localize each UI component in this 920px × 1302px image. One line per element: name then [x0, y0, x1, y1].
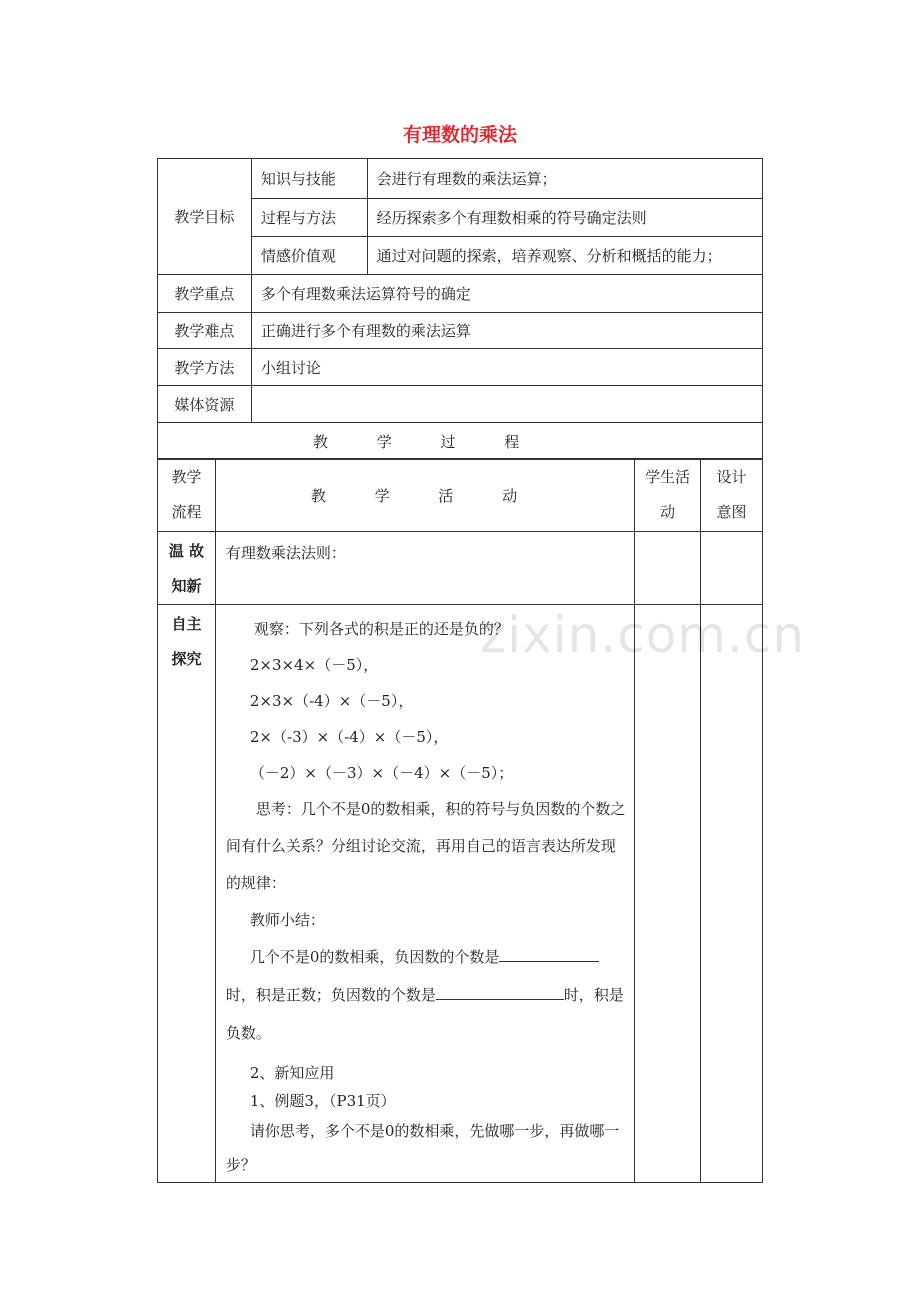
header-student [635, 459, 701, 532]
example-text: 1、例题3，（P31页） [249, 1092, 396, 1110]
review-student-cell [635, 532, 701, 605]
review-text: 有理数乘法法则： [215, 532, 634, 605]
objective-text-emotion: 通过对问题的探索，培养观察、分析和概括的能力； [367, 237, 762, 275]
objective-name-process: 过程与方法 [251, 199, 367, 237]
objective-name-emotion: 情感价值观 [251, 237, 367, 275]
media-label: 媒体资源 [158, 386, 252, 423]
review-label-line2: 知新 [171, 577, 202, 595]
header-flow-line2: 流程 [171, 503, 202, 521]
watermark: zixin.com.cn [480, 606, 806, 664]
explore-content [215, 605, 634, 1183]
difficulty-text: 正确进行多个有理数的乘法运算 [251, 313, 762, 349]
header-student-line1: 学生活 [645, 468, 691, 486]
observe-text: 观察：下列各式的积是正的还是负的？ [253, 620, 509, 638]
process-table [157, 458, 763, 1183]
explore-design-cell [701, 605, 763, 1183]
explore-label-line2: 探究 [171, 650, 202, 668]
summary-paragraph [226, 938, 626, 1052]
difficulty-label: 教学难点 [158, 313, 252, 349]
section2-heading: 2、新知应用 [249, 1064, 335, 1082]
header-student-line2: 动 [660, 503, 676, 521]
media-text [251, 386, 762, 423]
expression-2: 2×3×（-4）×（－5）， [249, 692, 414, 710]
expression-1: 2×3×4×（－5）， [249, 656, 379, 674]
summary-text-a: 几个不是0的数相乘，负因数的个数是 [249, 948, 500, 966]
expression-4: （－2）×（－3）×（－4）×（－5）； [249, 764, 514, 782]
objective-text-knowledge: 会进行有理数的乘法运算； [367, 159, 762, 199]
objective-text-process: 经历探索多个有理数相乘的符号确定法则 [367, 199, 762, 237]
think-text: 思考：几个不是0的数相乘，积的符号与负因数的个数之间有什么关系？分组讨论交流，再用自己的语言表达所发现的规律： [225, 800, 626, 892]
method-label: 教学方法 [158, 349, 252, 386]
summary-label: 教师小结： [249, 911, 325, 929]
header-flow [158, 459, 216, 532]
explore-label-line1: 自主 [171, 615, 202, 633]
key-point-label: 教学重点 [158, 275, 252, 313]
explore-student-cell [635, 605, 701, 1183]
header-flow-line1: 教学 [171, 468, 202, 486]
answer-blank-2[interactable] [436, 985, 564, 1000]
review-label-line1: 温 故 [168, 542, 205, 560]
objective-name-knowledge: 知识与技能 [251, 159, 367, 199]
objectives-label: 教学目标 [158, 159, 252, 275]
answer-blank-1[interactable] [499, 947, 599, 962]
explore-label [158, 605, 216, 1183]
review-design-cell [701, 532, 763, 605]
header-design-line2: 意图 [716, 503, 747, 521]
header-activity: 教 学 活 动 [215, 459, 634, 532]
objectives-table [157, 158, 763, 460]
summary-text-c: 时，积是负数。 [225, 986, 624, 1042]
question-text: 请你思考，多个不是0的数相乘，先做哪一步，再做哪一步？ [225, 1122, 620, 1174]
header-design-line1: 设计 [716, 468, 747, 486]
expression-3: 2×（-3）×（-4）×（－5）， [249, 728, 449, 746]
key-point-text: 多个有理数乘法运算符号的确定 [251, 275, 762, 313]
header-design [701, 459, 763, 532]
summary-text-b: 时，积是正数；负因数的个数是 [225, 986, 436, 1004]
process-heading: 教 学 过 程 [158, 423, 763, 460]
document-title: 有理数的乘法 [402, 124, 517, 146]
method-text: 小组讨论 [251, 349, 762, 386]
review-label [158, 532, 216, 605]
